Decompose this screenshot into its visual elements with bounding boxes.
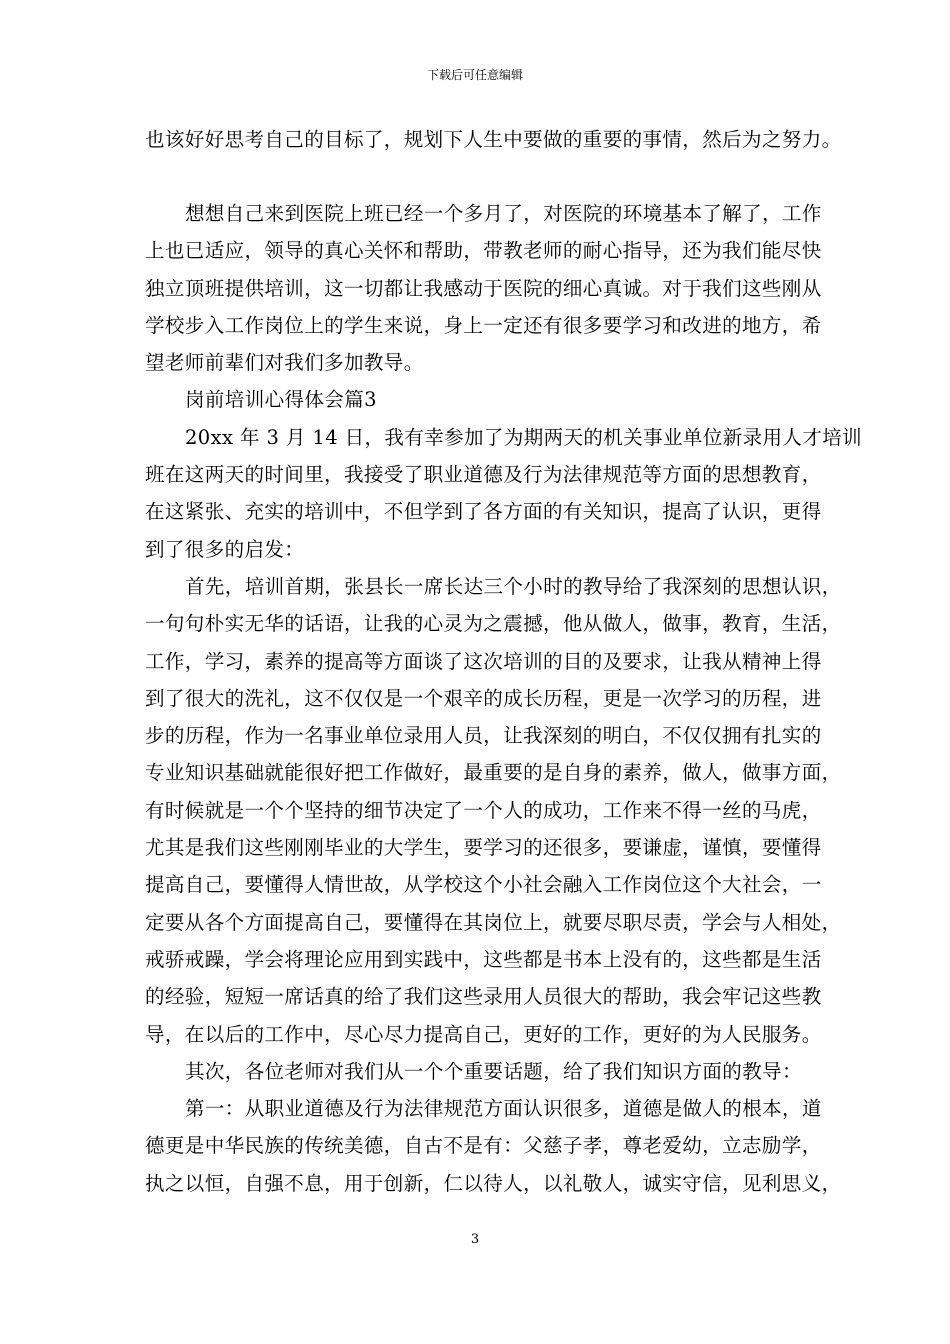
text-line: 专业知识基础就能很好把工作做好，最重要的是自身的素养，做人，做事方面， (145, 761, 842, 785)
text-line: 上也已适应，领导的真心关怀和帮助，带教老师的耐心指导，还为我们能尽快 (145, 239, 822, 263)
text-line: 20xx 年 3 月 14 日，我有幸参加了为期两天的机关事业单位新录用人才培训 (185, 425, 863, 449)
text-line: 一句句朴实无华的话语，让我的心灵为之震撼，他从做人，做事，教育，生活， (145, 612, 842, 636)
text-line: 导，在以后的工作中，尽心尽力提高自己，更好的工作，更好的为人民服务。 (145, 1022, 822, 1046)
text-line: 定要从各个方面提高自己，要懂得在其岗位上，就要尽职尽责，学会与人相处， (145, 910, 842, 934)
page-number: 3 (470, 1232, 480, 1247)
text-line: 在这紧张、充实的培训中，不但学到了各方面的有关知识，提高了认识，更得 (145, 500, 822, 524)
section-title: 岗前培训心得体会篇3 (185, 388, 377, 412)
text-line: 想想自己来到医院上班已经一个多月了，对医院的环境基本了解了，工作 (185, 202, 822, 225)
document-body (145, 195, 863, 1202)
text-line: 工作，学习，素养的提高等方面谈了这次培训的目的及要求，让我从精神上得 (145, 649, 822, 673)
text-line: 戒骄戒躁，学会将理论应用到实践中，这些都是书本上没有的，这些都是生活 (145, 947, 822, 971)
header-note: 下载后可任意编辑 (426, 68, 523, 82)
text-line: 望老师前辈们对我们多加教导。 (145, 351, 424, 375)
text-line: 学校步入工作岗位上的学生来说，身上一定还有很多要学习和改进的地方，希 (145, 313, 822, 337)
text-line: 尤其是我们这些刚刚毕业的大学生，要学习的还很多，要谦虚，谨慎，要懂得 (145, 836, 822, 860)
text-line: 首先，培训首期，张县长一席长达三个小时的教导给了我深刻的思想认识， (185, 574, 842, 598)
text-line: 其次，各位老师对我们从一个个重要话题，给了我们知识方面的教导： (185, 1059, 802, 1083)
text-line: 有时候就是一个个坚持的细节决定了一个人的成功，工作来不得一丝的马虎， (145, 798, 822, 822)
text-line: 到了很大的洗礼，这不仅仅是一个艰辛的成长历程，更是一次学习的历程，进 (145, 686, 822, 710)
text-line: 德更是中华民族的传统美德，自古不是有：父慈子孝，尊老爱幼，立志励学， (145, 1134, 822, 1158)
text-line: 班在这两天的时间里，我接受了职业道德及行为法律规范等方面的思想教育， (145, 463, 822, 487)
document-body-top (145, 121, 842, 158)
text-line: 独立顶班提供培训，这一切都让我感动于医院的细心真诚。对于我们这些刚从 (145, 276, 822, 300)
text-line: 执之以恒，自强不息，用于创新，仁以待人，以礼敬人，诚实守信，见利思义， (145, 1171, 842, 1195)
text-line: 提高自己，要懂得人情世故，从学校这个小社会融入工作岗位这个大社会，一 (145, 873, 822, 897)
text-line: 也该好好思考自己的目标了，规划下人生中要做的重要的事情，然后为之努力。 (145, 128, 842, 151)
text-line: 第一：从职业道德及行为法律规范方面认识很多，道德是做人的根本，道 (185, 1097, 822, 1121)
text-line: 步的历程，作为一名事业单位录用人员，让我深刻的明白，不仅仅拥有扎实的 (145, 724, 822, 748)
text-line: 的经验，短短一席话真的给了我们这些录用人员很大的帮助，我会牢记这些教 (145, 985, 822, 1009)
text-line: 到了很多的启发： (145, 537, 305, 561)
